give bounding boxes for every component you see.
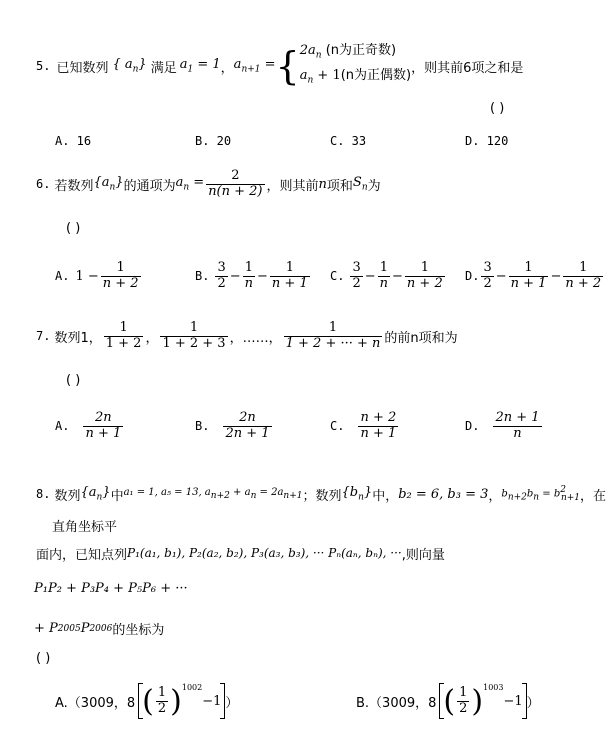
q7-frac1: $\frac{1}{1 + 2}$ [105,319,142,351]
q7-option-d[interactable]: D. $\frac{2n + 1}{n}$ [465,409,540,441]
q6-an: $a_n$ = [175,175,205,193]
q5-text1: 已知数列 [56,60,109,76]
q8-stem-line3: 面内，已知点列 P₁(a₁, b₁), P₂(a₂, b₂), P₃(a₃, b₃), ··· Pₙ(aₙ, bₙ), ··· ,则向量 [36,546,445,563]
q7-option-b[interactable]: B. $\frac{2n}{2n + 1}$ [195,409,270,441]
q8-option-b[interactable]: B.（3009，8 ( $\frac{1}{2}$ ) $^{1003}$ −1 ） [356,683,540,719]
q6-text5: 为 [367,178,381,194]
q8-cond-a: a₁ = 1, a₅ = 13, $a_{n+2} + a_n = 2a_{n+1}$ [123,487,303,501]
q5-option-c[interactable]: C. 33 [330,134,367,148]
q6-text2: 的通项为 [123,178,176,194]
q6-text4: 项和 [326,178,353,194]
q6-n: n [318,176,327,192]
q8-stem-line1: 8. 数列 $\{a_n\}$ 中 a₁ = 1, a₅ = 13, $a_{n+2} + a_n = 2a_{n+1}$ ；数列 $\{b_n\}$ 中， b₂ = 6, b₃ = 3 ， $b_{n+2}b_n = b^2_{n+1}$ ，在 [36,485,607,504]
q8-cond-b: b₂ = 6, b₃ = 3 [398,486,489,502]
q7-option-a[interactable]: A. $\frac{2n}{n + 1}$ [55,409,122,441]
q6-text1: 若数列 [54,178,94,194]
q6-number: 6. [36,177,51,191]
q5-a1: $a_1 = 1$ [179,57,221,75]
q7-dots: ，……， [229,330,282,346]
q6-option-b[interactable]: B. $\frac{3}{2}$ − $\frac{1}{n}$ − $\frac{1}{n + 1}$ [195,259,308,291]
q8-option-b-bracket: ( $\frac{1}{2}$ ) $^{1003}$ −1 [439,683,526,719]
q5-cases [300,41,411,90]
q5-answer-paren: ( ) [490,101,505,116]
q8-number: 8. [36,487,51,501]
q8-vector-sum-line2: + P 2005 P 2006 的坐标为 [34,621,165,638]
q8-cond-b2: $b_{n+2}b_n = b^2_{n+1}$ [501,485,581,503]
q8-vector-sum-line1: P₁P₂ + P₃P₄ + P₅P₆ + ··· [34,581,188,596]
q7-text2: 的前n项和为 [384,330,458,346]
q5-number: 5. [36,59,51,73]
q7-frac3: $\frac{1}{1 + 2 + \cdot\cdot\cdot + n}$ [285,319,381,351]
q5-text3: ，则其前6项之和是 [411,60,524,76]
q8-point-sequence: P₁(a₁, b₁), P₂(a₂, b₂), P₃(a₃, b₃), ··· Pₙ(aₙ, bₙ), ··· [127,546,402,560]
q5-option-d[interactable]: D. 120 [465,134,509,148]
q8-seq-a: $\{a_n\}$ [80,485,111,503]
q5-option-a[interactable]: A. 16 [55,134,92,148]
q5-comma: ， [220,60,234,76]
q6-answer-paren: ( ) [66,221,81,236]
q8-option-a-bracket: ( $\frac{1}{2}$ ) $^{1002}$ −1 [138,683,225,719]
q5-text2: 满足 [150,60,177,76]
q7-answer-paren: ( ) [66,373,81,388]
q6-option-a[interactable]: A. 1 − $\frac{1}{n + 2}$ [55,259,139,291]
q7-text1: 数列1， [54,330,102,346]
q5-option-b[interactable]: B. 20 [195,134,232,148]
q8-seq-b: $\{b_n\}$ [341,485,373,503]
q5-an1: $a_{n+1}$ = [233,57,276,75]
q6-text3: ，则其前 [266,178,319,194]
q6-seq: $\{a_n\}$ [93,175,124,193]
q7-option-c[interactable]: C. $\frac{n + 2}{n + 1}$ [330,409,397,441]
q6-stem [36,164,381,204]
q6-option-c[interactable]: C. $\frac{3}{2}$ − $\frac{1}{n}$ − $\frac{1}{n + 2}$ [330,259,443,291]
q7-number: 7. [36,329,51,343]
q5-brace: { [275,44,300,88]
q8-stem-line2: 直角坐标平 [52,520,118,535]
q6-fraction: $\frac{2}{n(n + 2)}$ [208,167,263,199]
q7-stem: 7. 数列1， $\frac{1}{1 + 2}$ ， $\frac{1}{1 + 2 + 3}$ ，……， $\frac{1}{1 + 2 + \cdot\cdot\cdot + n}$ 的前n项和为 [36,319,458,351]
q8-option-a[interactable]: A.（3009，8 ( $\frac{1}{2}$ ) $^{1002}$ −1 ） [55,683,239,719]
q5-set: { $a_n$} [112,57,147,75]
q5-stem [36,43,523,89]
q6-sn: $S_n$ [352,175,368,193]
q5-case1: $2a_n$ (n为正奇数) [299,43,397,61]
q8-answer-paren: ( ) [36,651,51,666]
q7-frac2: $\frac{1}{1 + 2 + 3}$ [162,319,226,351]
q5-case2: $a_n + 1(n$为正偶数) [299,68,412,86]
q6-option-d[interactable]: D. $\frac{3}{2}$ − $\frac{1}{n + 1}$ − $\frac{1}{n + 2}$ [465,259,602,291]
